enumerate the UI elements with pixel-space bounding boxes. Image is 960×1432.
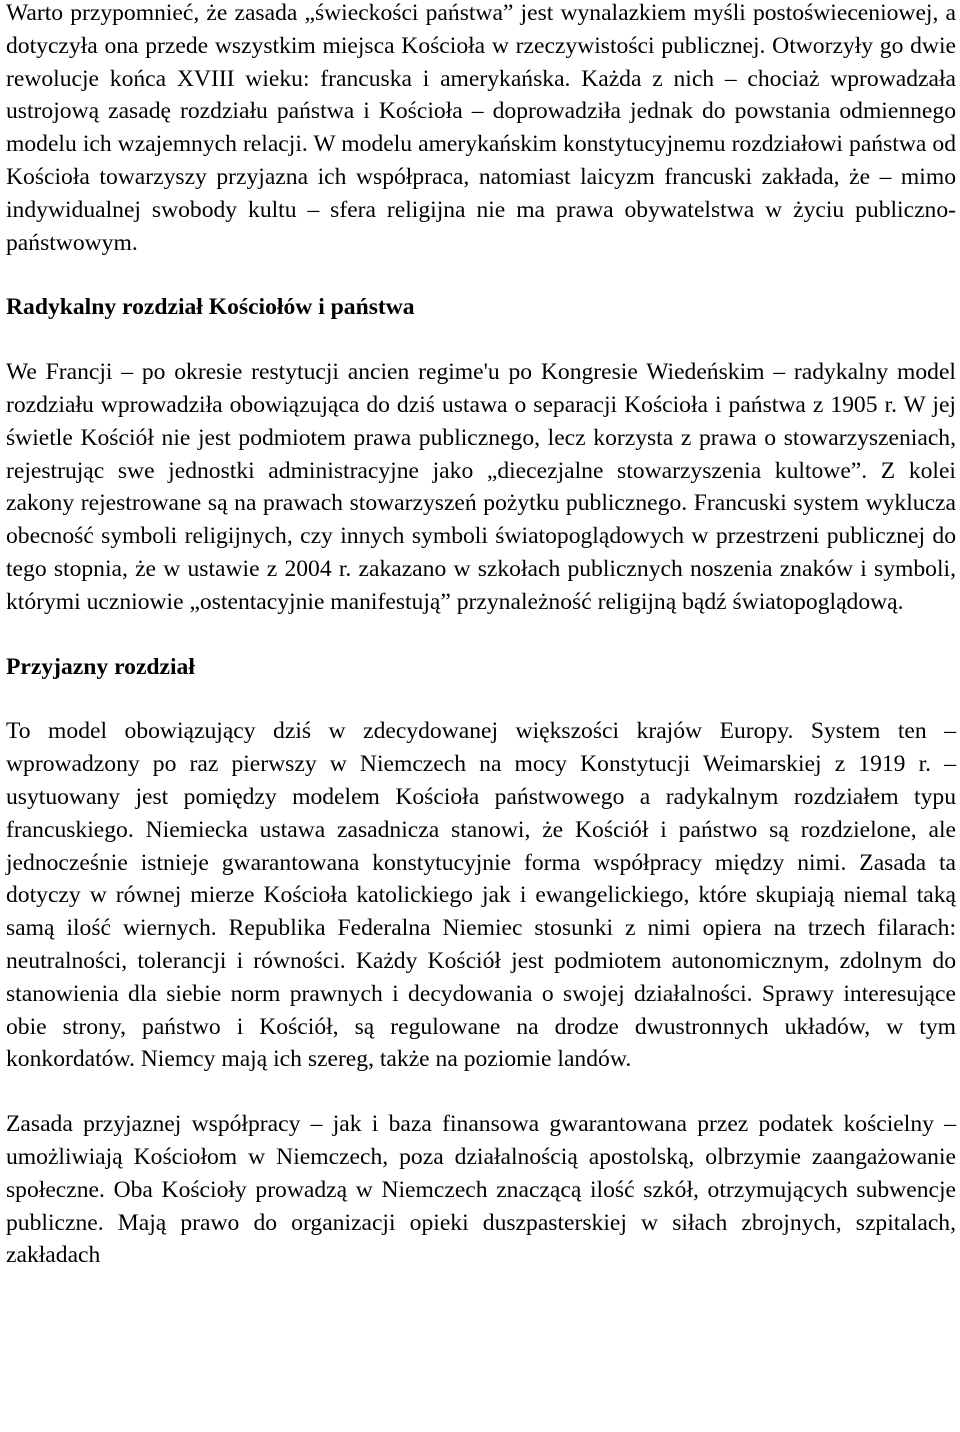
paragraph-germany-cooperation: Zasada przyjaznej współpracy – jak i baza finansowa gwarantowana przez podatek kościelny – umożliwiają Kościołom w Niemczech, poza działalnością apostolską, olbrzymie zaangażowanie społeczne. Oba Kościoły prowadzą w Niemczech znaczącą ilość szkół, otrzymujących subwencje publiczne. Mają prawo do organizacji opieki duszpasterskiej w siłach zbrojnych, szpitalach, zakładach bbox=[6, 1111, 956, 1269]
section-heading-friendly-separation: Przyjazny rozdział bbox=[6, 653, 195, 680]
paragraph-germany-model: To model obowiązujący dziś w zdecydowanej większości krajów Europy. System ten – wprowadzony po raz pierwszy w Niemczech na mocy Konstytucji Weimarskiej z 1919 r. – usytuowany jest pomiędzy modelem Kościoła państwowego a radykalnym rozdziałem typu francuskiego. Niemiecka ustawa zasadnicza stanowi, że Kościół i państwo są rozdzielone, ale jednocześnie istnieje gwarantowana konstytucyjnie forma współpracy między nimi. Zasada ta dotyczy w równej mierze Kościoła katolickiego jak i ewangelickiego, które skupiają niemal taką samą ilość wiernych. Republika Federalna Niemiec stosunki z nimi opiera na trzech filarach: neutralności, tolerancji i równości. Każdy Kościół jest podmiotem autonomicznym, zdolnym do stanowienia dla siebie norm prawnych i decydowania o swojej działalności. Sprawy interesujące obie strony, państwo i Kościół, są regulowane na drodze dwustronnych układów, w tym konkordatów. Niemcy mają ich szereg, także na poziomie landów. bbox=[6, 718, 956, 1073]
paragraph-intro: Warto przypomnieć, że zasada „świeckości państwa” jest wynalazkiem myśli postoświeceniowej, a dotyczyła ona przede wszystkim miejsca Kościoła w rzeczywistości publicznej. Otworzyły go dwie rewolucje końca XVIII wieku: francuska i amerykańska. Każda z nich – chociaż wprowadzała ustrojową zasadę rozdziału państwa i Kościoła – doprowadziła jednak do powstania odmiennego modelu ich wzajemnych relacji. W modelu amerykańskim konstytucyjnemu rozdziałowi państwa od Kościoła towarzyszy przyjazna ich współpraca, natomiast laicyzm francuski zakłada, że – mimo indywidualnej swobody kultu – sfera religijna nie ma prawa obywatelstwa w życiu publiczno-państwowym. bbox=[6, 0, 956, 256]
section-heading-radical-separation: Radykalny rozdział Kościołów i państwa bbox=[6, 294, 415, 321]
paragraph-france: We Francji – po okresie restytucji ancien regime'u po Kongresie Wiedeńskim – radykalny model rozdziału wprowadziła obowiązująca do dziś ustawa o separacji Kościoła i państwa z 1905 r. W jej świetle Kościół nie jest podmiotem prawa publicznego, lecz korzysta z prawa o stowarzyszeniach, rejestrując swe jednostki administracyjne jako „diecezjalne stowarzyszenia kultowe”. Z kolei zakony rejestrowane są na prawach stowarzyszeń pożytku publicznego. Francuski system wyklucza obecność symboli religijnych, czy innych symboli światopoglądowych w przestrzeni publicznej do tego stopnia, że w ustawie z 2004 r. zakazano w szkołach publicznych noszenia znaków i symboli, którymi uczniowie „ostentacyjnie manifestują” przynależność religijną bądź światopoglądową. bbox=[6, 359, 956, 615]
